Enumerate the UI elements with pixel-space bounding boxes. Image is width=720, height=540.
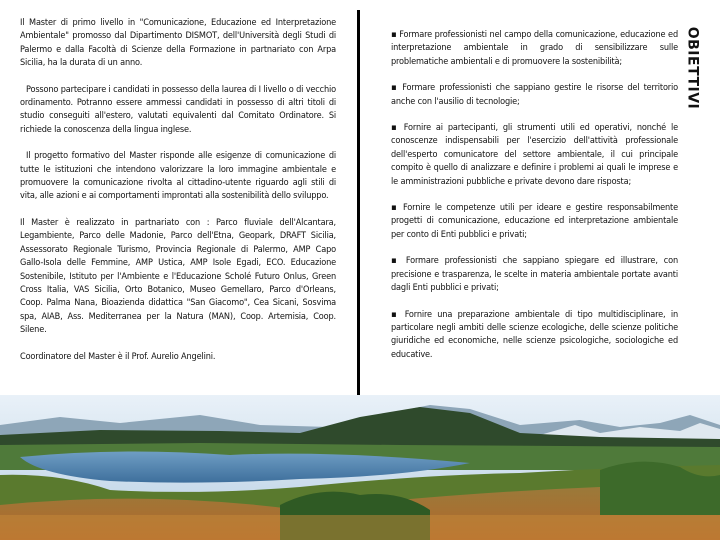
objective-item: ▪ Fornire le competenze utili per ideare e gestire responsabilmente progetti di comunicazione, educazione ed interpretazione ambientale per conto di Enti pubblici e privati; xyxy=(391,203,678,240)
objective-item: ▪ Fornire ai partecipanti, gli strumenti utili ed operativi, nonché le conoscenze indispensabili per l'esercizio dell'attività professionale dell'esperto comunicatore del settore ambientale, il cui principale compito è quello di analizzare e definire i problemi ai quali le imprese e le amministrazioni pubbliche e private devono dare risposta; xyxy=(391,123,678,187)
admission-paragraph: Possono partecipare i candidati in possesso della laurea di I livello o di vecchio ordinamento. Potranno essere ammessi candidati in possesso di altri titoli di studio conseguiti all'estero, valutati equivalenti dal Comitato Ordinatore. Si richiede la conoscenza della lingua inglese. xyxy=(20,84,336,135)
intro-paragraph: Il Master di primo livello in "Comunicazione, Educazione ed Interpretazione Ambientale" promosso dal Dipartimento DISMOT, dell'Università degli Studi di Palermo e dalla Facoltà di Scienze della Formazione in partnariato con Arpa Sicilia, ha la durata di un anno. xyxy=(20,18,336,69)
intro-column xyxy=(20,17,336,377)
objectives-heading xyxy=(680,22,704,114)
project-paragraph: Il progetto formativo del Master risponde alle esigenze di comunicazione di tutte le istituzioni che intendono valorizzare la loro immagine ambientale e promuovere la comunicazione rivolta al cittadino-utente riguardo agli stili di vita, alle azioni e ai comportamenti improntati alla sostenibilità dello sviluppo. xyxy=(20,151,336,202)
coordinator-paragraph: Coordinatore del Master è il Prof. Aurelio Angelini. xyxy=(20,351,216,362)
objective-item: ▪ Formare professionisti nel campo della comunicazione, educazione ed interpretazione ambientale in grado di sensibilizzare sulle problematiche ambientali e di promuovere la sostenibilità; xyxy=(391,30,678,67)
landscape-photo xyxy=(0,395,720,540)
objectives-heading-text: OBIETTIVI xyxy=(684,26,700,110)
objective-item: ▪ Fornire una preparazione ambientale di tipo multidisciplinare, in particolare negli ambiti delle scienze ecologiche, delle scienze politiche giuridiche ed economiche, nelle scienze psicologiche, sociologiche ed educative. xyxy=(391,309,678,360)
objective-item: ▪ Formare professionisti che sappiano spiegare ed illustrare, con precisione e trasparenza, le scelte in materia ambientale portate avanti dagli Enti pubblici e privati; xyxy=(391,256,678,294)
objective-item: ▪ Formare professionisti che sappiano gestire le risorse del territorio anche con l'ausilio di tecnologie; xyxy=(391,83,678,107)
partners-paragraph: Il Master è realizzato in partnariato con : Parco fluviale dell'Alcantara, Legambiente, Parco delle Madonie, Parco dell'Etna, Geopark, DRAFT Sicilia, Assessorato Regionale Turismo, Provincia Regionale di Palermo, AMP Capo Gallo-Isola delle Femmine, AMP Ustica, AMP Isole Egadi, ECO. Educazione Sostenibile, Istituto per l'Ambiente e l'Educazione Scholé Futuro Onlus, Green Cross Italia, VAS Sicilia, Orto Botanico, Museo Gemellaro, Parco d'Orleans, Coop. Palma Nana, Bioazienda didattica "San Giacomo", Cea Sicani, Sosvima spa, AIAB, Ass. Mediterranea per la Natura (MAN), Coop. Artemisia, Coop. Silene. xyxy=(20,217,336,336)
column-divider xyxy=(357,10,360,395)
objectives-list xyxy=(391,29,678,375)
